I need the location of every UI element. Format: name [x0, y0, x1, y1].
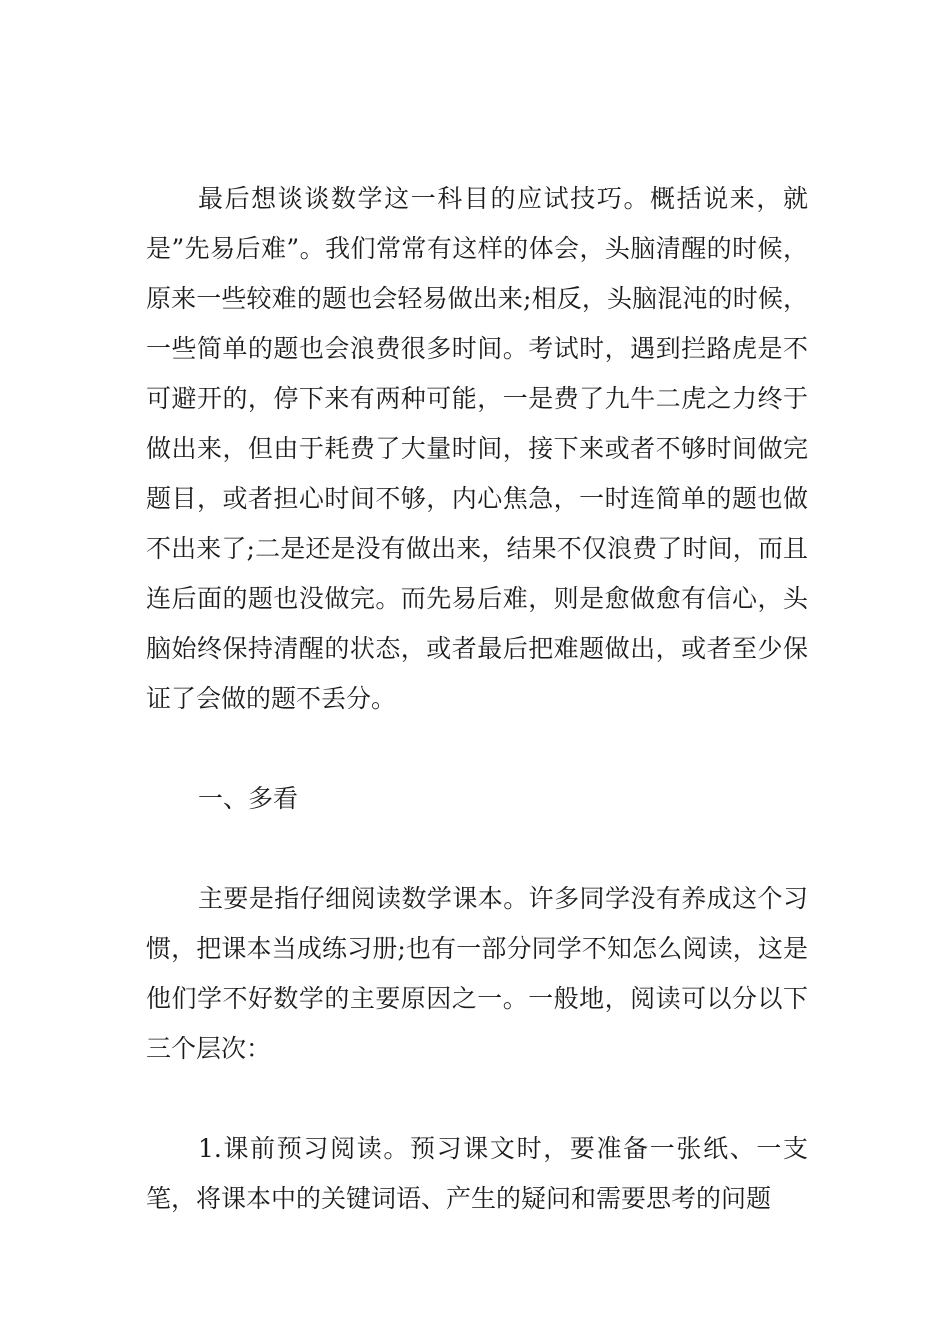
reading-paragraph: 主要是指仔细阅读数学课本。许多同学没有养成这个习惯，把课本当成练习册;也有一部分同学不知怎么阅读，这是他们学不好数学的主要原因之一。一般地，阅读可以分以下三个层次： — [146, 884, 808, 1063]
preview-paragraph: 1.课前预习阅读。预习课文时，要准备一张纸、一支笔，将课本中的关键词语、产生的疑问和需要思考的问题 — [146, 1134, 808, 1213]
section-heading: 一、多看 — [198, 784, 299, 813]
intro-paragraph: 最后想谈谈数学这一科目的应试技巧。概括说来，就是”先易后难”。我们常常有这样的体会，头脑清醒的时候，原来一些较难的题也会轻易做出来;相反，头脑混沌的时候，一些简单的题也会浪费很多时间。考试时，遇到拦路虎是不可避开的，停下来有两种可能，一是费了九牛二虎之力终于做出来，但由于耗费了大量时间，接下来或者不够时间做完题目，或者担心时间不够，内心焦急，一时连简单的题也做不出来了;二是还是没有做出来，结果不仅浪费了时间，而且连后面的题也没做完。而先易后难，则是愈做愈有信心，头脑始终保持清醒的状态，或者最后把难题做出，或者至少保证了会做的题不丢分。 — [146, 184, 808, 713]
